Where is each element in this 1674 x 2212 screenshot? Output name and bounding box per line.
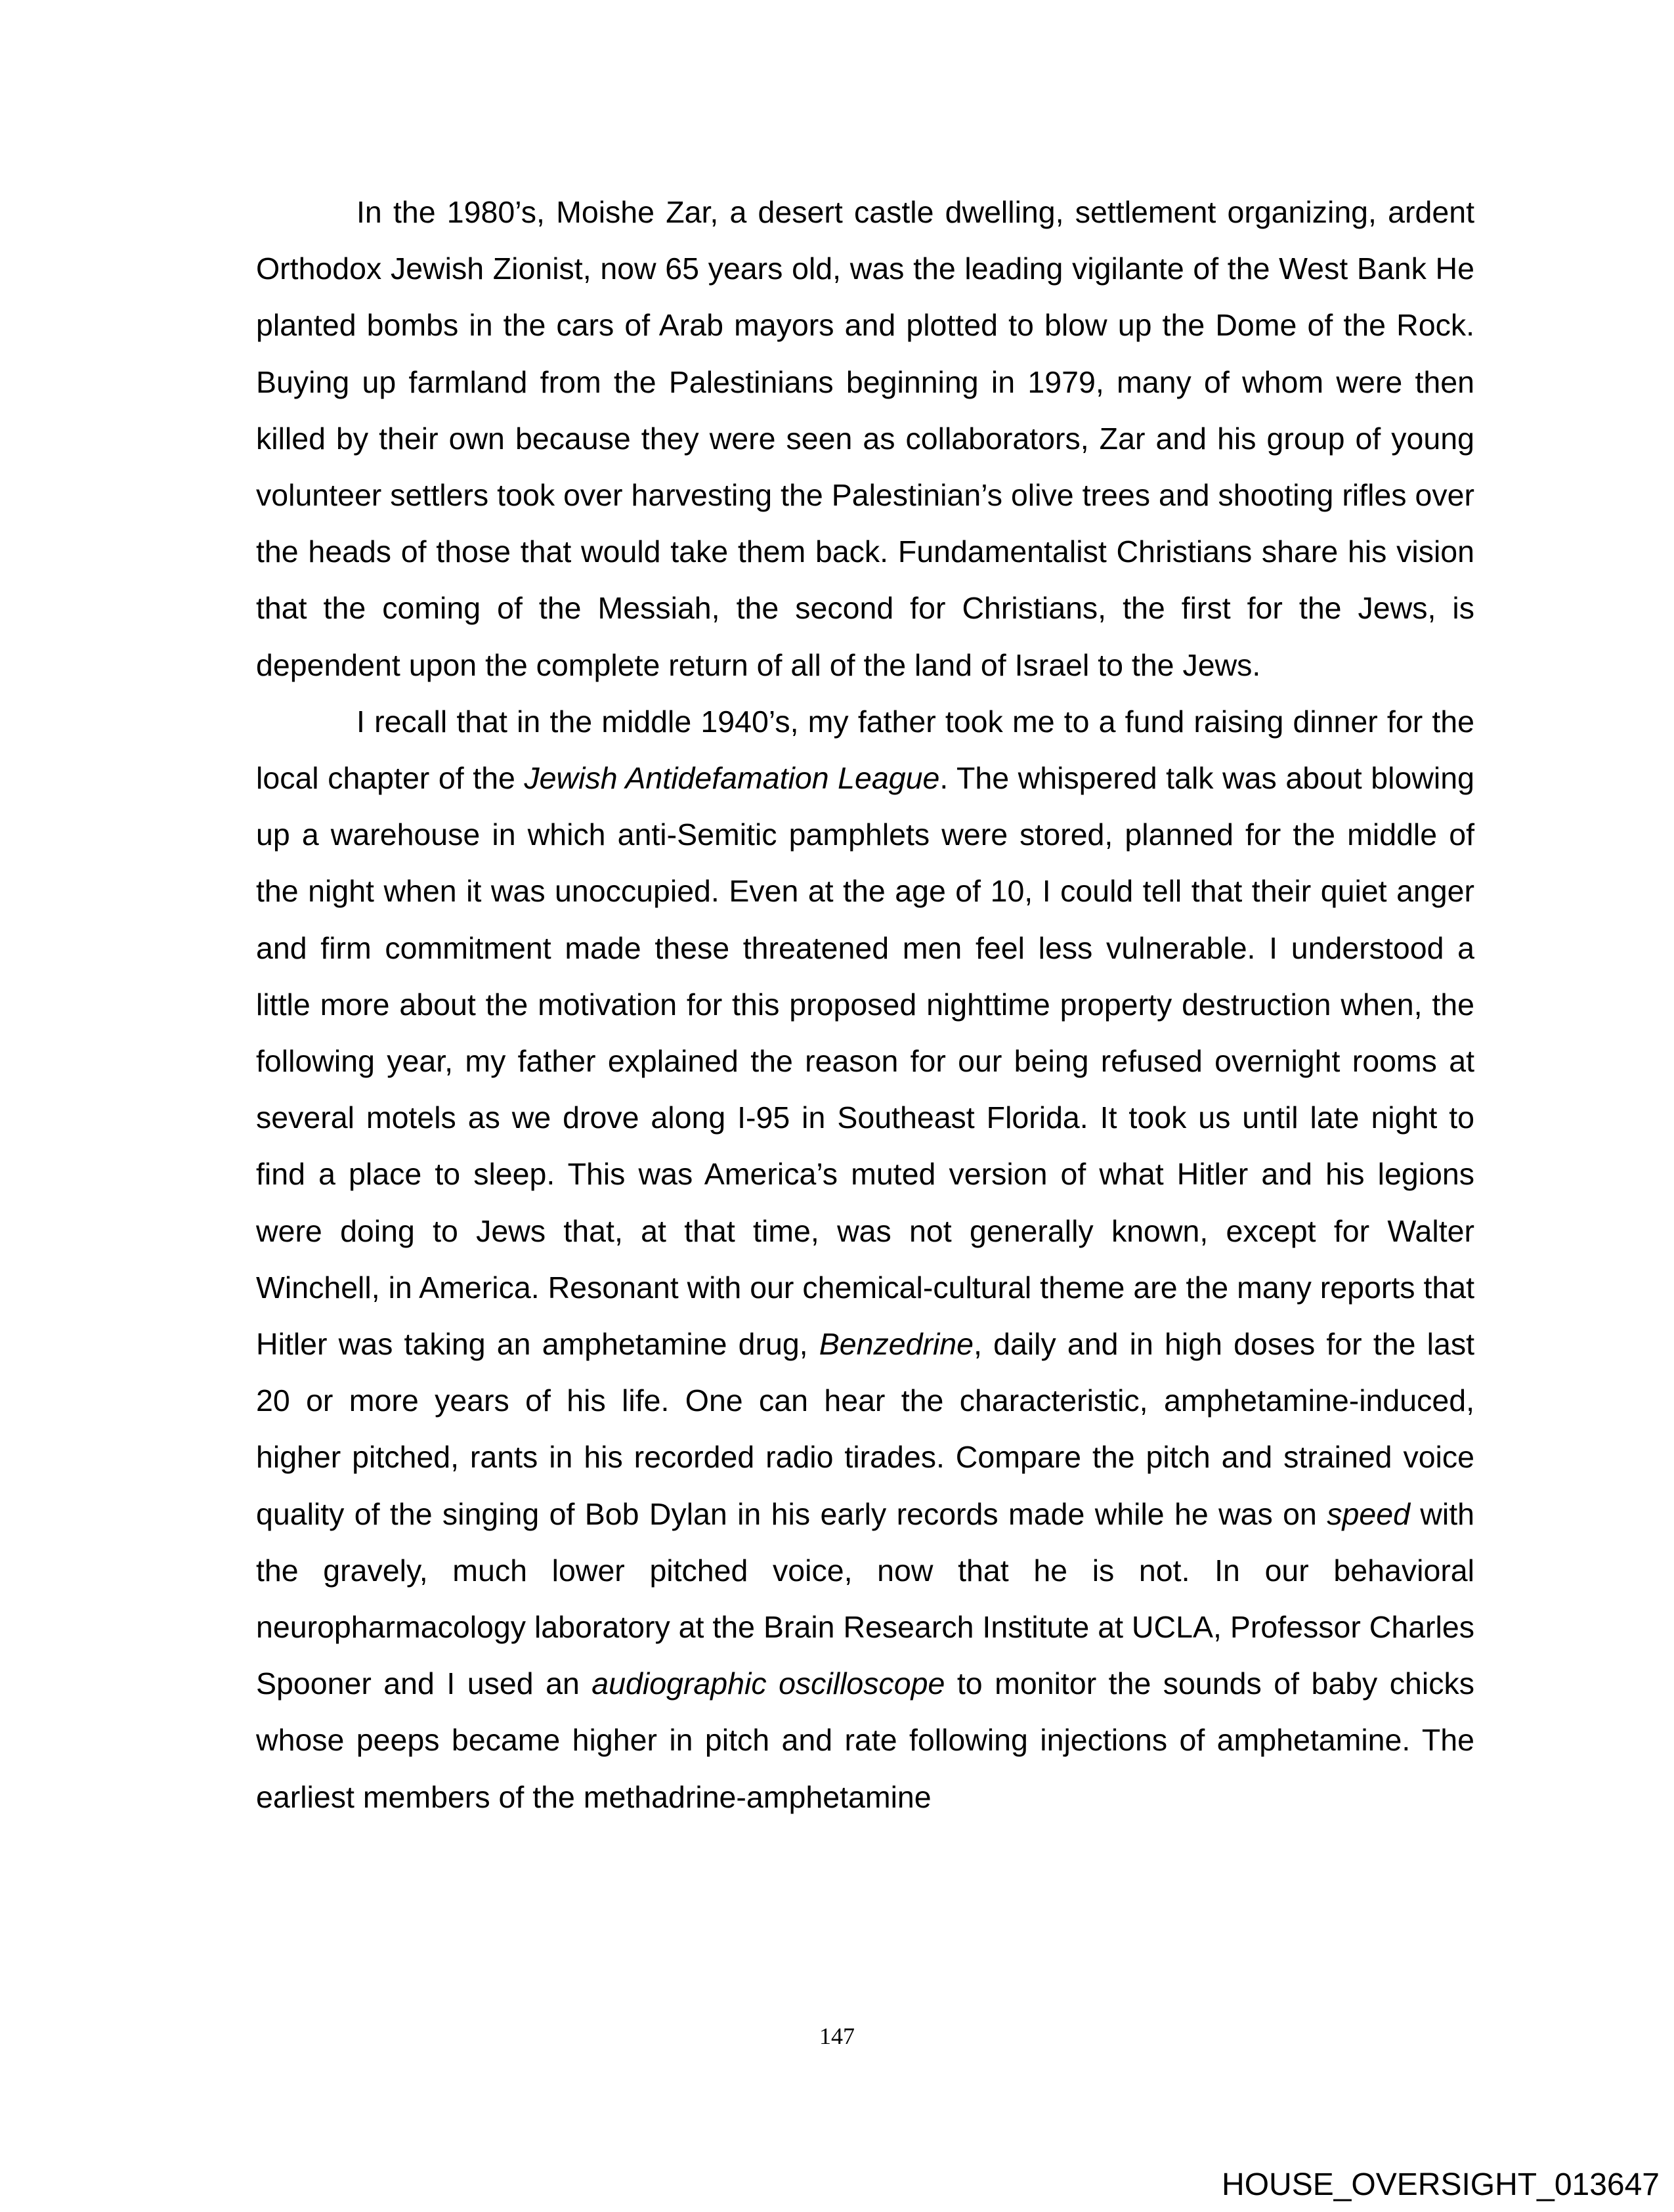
- text-segment: In the 1980’s, Moishe Zar, a desert castle dwelling, settlement organizing, ardent Orthodox Jewish Zionist, now 65 years old, was the leading vigilante of the West Bank He planted bombs in the cars of Arab mayors and plotted to blow up the Dome of the Rock. Buying up farmland from the Palestinians beginning in 1979, many of whom were then killed by their own because they were seen as collaborators, Zar and his group of young volunteer settlers took over harvesting the Palestinian’s olive trees and shooting rifles over the heads of those that would take them back. Fundamentalist Christians share his vision that the coming of the Messiah, the second for Christians, the first for the Jews, is dependent upon the complete return of all of the land of Israel to the Jews.: [256, 195, 1474, 682]
- text-segment: to monitor the sounds of baby chicks whose peeps became higher in pitch and rate following injections of amphetamine. The earliest members of the methadrine-amphetamine: [256, 1666, 1474, 1814]
- italic-term-benzedrine: Benzedrine: [819, 1327, 974, 1362]
- italic-term-speed: speed: [1327, 1496, 1410, 1531]
- body-text: [256, 184, 1474, 1825]
- paragraph-1: [256, 184, 1474, 693]
- text-segment: , daily and in high doses for the last 20 or more years of his life. One can hear the characteristic, amphetamine-induced, higher pitched, rants in his recorded radio tirades. Compare the pitch and strained voice quality of the singing of Bob Dylan in his early records made while he was on: [256, 1327, 1474, 1531]
- text-segment: . The whispered talk was about blowing up a warehouse in which anti-Semitic pamphlets were stored, planned for the middle of the night when it was unoccupied. Even at the age of 10, I could tell that their quiet anger and firm commitment made these threatened men feel less vulnerable. I understood a little more about the motivation for this proposed nighttime property destruction when, the following year, my father explained the reason for our being refused overnight rooms at several motels as we drove along I-95 in Southeast Florida. It took us until late night to find a place to sleep. This was America’s muted version of what Hitler and his legions were doing to Jews that, at that time, was not generally known, except for Walter Winchell, in America. Resonant with our chemical-cultural theme are the many reports that Hitler was taking an amphetamine drug,: [256, 761, 1474, 1362]
- page-number: 147: [819, 2023, 855, 2049]
- bates-stamp: HOUSE_OVERSIGHT_013647: [1222, 2167, 1660, 2202]
- paragraph-2: [256, 693, 1474, 1825]
- italic-term-audiographic-oscilloscope: audiographic oscilloscope: [591, 1666, 945, 1701]
- text-segment: with the gravely, much lower pitched voice, now that he is not. In our behavioral neuropharmacology laboratory at the Brain Research Institute at UCLA, Professor Charles Spooner and I used an: [256, 1496, 1474, 1701]
- italic-term-jewish-antidefamation-league: Jewish Antidefamation League: [524, 761, 940, 796]
- text-segment: I recall that in the middle 1940’s, my father took me to a fund raising dinner for the local chapter of the: [256, 704, 1474, 796]
